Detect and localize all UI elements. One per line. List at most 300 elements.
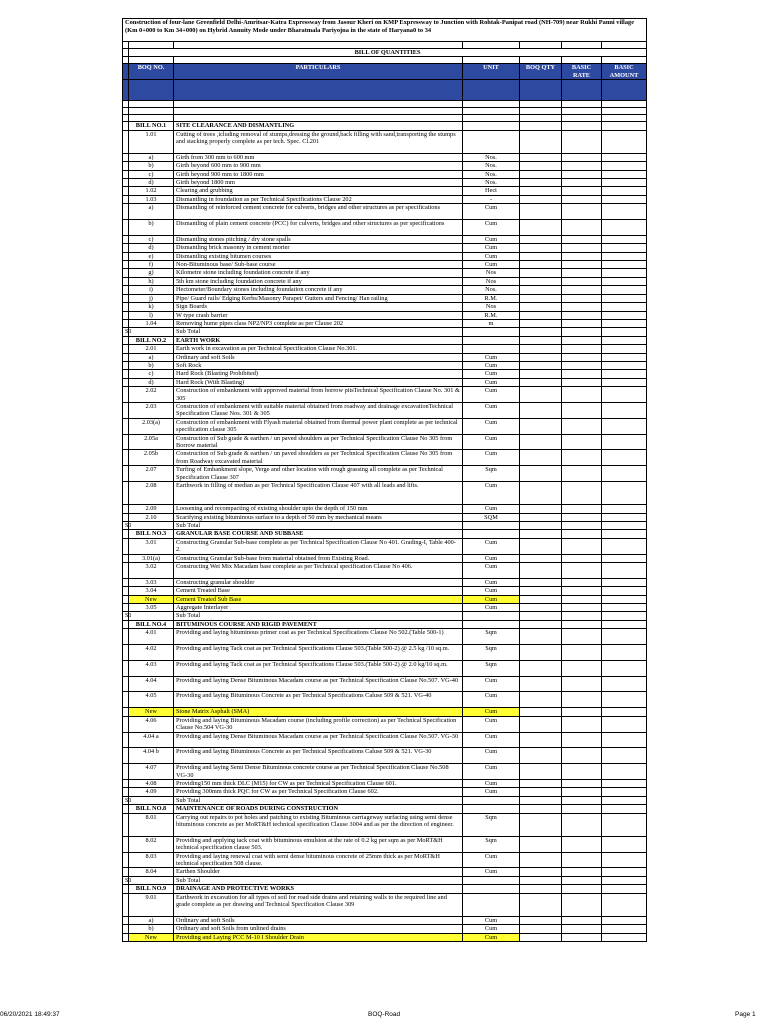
- table-row: [123, 204, 647, 220]
- boq-qty-cell: [520, 195, 562, 203]
- particulars-cell: Earth work in excavation as per Technical Specification Clause No.301.: [174, 345, 463, 353]
- boq-no-cell: f): [129, 261, 174, 269]
- table-row: [123, 916, 647, 924]
- unit-cell: Cum: [463, 933, 520, 941]
- boq-no-cell: 2.03(a): [129, 418, 174, 434]
- basic-amount-cell: [602, 286, 647, 294]
- basic-amount-cell: [602, 187, 647, 195]
- table-row: [123, 162, 647, 170]
- particulars-cell: Providing and laying Bituminous Concrete as per Technical Specifications Caluse 509 & 521. VG-40: [174, 692, 463, 708]
- basic-rate-cell: [562, 836, 602, 852]
- boq-no-cell: 3.05: [129, 604, 174, 612]
- particulars-cell: Loosening and recompacting of existing shoulder upto the depth of 150 mm: [174, 505, 463, 513]
- unit-cell: Sqm: [463, 645, 520, 661]
- boq-no-cell: 8.04: [129, 868, 174, 876]
- boq-qty-cell: [520, 336, 562, 344]
- boq-no-cell: l): [129, 311, 174, 319]
- footer-page-number: Page 1: [735, 1011, 756, 1018]
- particulars-cell: SITE CLEARANCE AND DISMANTLING: [174, 122, 463, 130]
- unit-cell: [463, 122, 520, 130]
- table-row: [123, 378, 647, 386]
- basic-amount-cell: [602, 261, 647, 269]
- boq-no-cell: 2.02: [129, 387, 174, 403]
- basic-amount-cell: [602, 269, 647, 277]
- boq-qty-cell: [520, 868, 562, 876]
- basic-rate-cell: [562, 294, 602, 302]
- table-row: [123, 261, 647, 269]
- basic-rate-cell: [562, 554, 602, 562]
- particulars-cell: Removing hume pipes class NP2/NP3 complete as per Clause 202: [174, 319, 463, 327]
- table-row: [123, 195, 647, 203]
- boq-no-cell: 4.09: [129, 788, 174, 796]
- subtotal-row: [123, 876, 647, 884]
- basic-amount-cell: [602, 563, 647, 579]
- basic-amount-cell: [602, 387, 647, 403]
- boq-qty-cell: [520, 852, 562, 868]
- basic-amount-cell: [602, 788, 647, 796]
- table-row: [123, 252, 647, 260]
- row-marker: S1: [123, 612, 129, 620]
- basic-amount-cell: [602, 629, 647, 645]
- table-row: [123, 732, 647, 748]
- unit-cell: Sqm: [463, 629, 520, 645]
- basic-amount-cell: [602, 813, 647, 836]
- table-row: [123, 244, 647, 252]
- table-row: [123, 748, 647, 764]
- unit-cell: Cum: [463, 450, 520, 466]
- particulars-cell: Constructing granular shoulder: [174, 578, 463, 586]
- basic-rate-cell: [562, 876, 602, 884]
- boq-no-cell: New: [129, 933, 174, 941]
- unit-cell: Sqm: [463, 466, 520, 482]
- header-basic-rate: BASIC RATE: [562, 64, 602, 80]
- basic-amount-cell: [602, 836, 647, 852]
- unit-cell: Nos: [463, 277, 520, 285]
- basic-amount-cell: [602, 538, 647, 554]
- boq-qty-cell: [520, 748, 562, 764]
- boq-qty-cell: [520, 434, 562, 450]
- footer-timestamp: 06/20/2021 18:49:37: [0, 1011, 60, 1018]
- unit-cell: Cum: [463, 868, 520, 876]
- basic-rate-cell: [562, 387, 602, 403]
- table-row: [123, 319, 647, 327]
- boq-title: BILL OF QUANTITIES: [129, 49, 647, 57]
- basic-rate-cell: [562, 195, 602, 203]
- basic-rate-cell: [562, 466, 602, 482]
- boq-sheet: [122, 18, 646, 942]
- boq-qty-cell: [520, 466, 562, 482]
- particulars-cell: Earthen Shoulder: [174, 868, 463, 876]
- boq-no-cell: [129, 612, 174, 620]
- basic-rate-cell: [562, 708, 602, 716]
- particulars-cell: Dismantling existing bitumen courses: [174, 252, 463, 260]
- boq-no-cell: 4.05: [129, 692, 174, 708]
- basic-rate-cell: [562, 868, 602, 876]
- basic-amount-cell: [602, 170, 647, 178]
- boq-no-cell: 2.07: [129, 466, 174, 482]
- unit-cell: [463, 328, 520, 336]
- table-row: [123, 387, 647, 403]
- particulars-cell: Providing and applying tack coat with bituminous emulsion at the rate of 0.2 kg per sqm as per MoRT&H technical specification clause 503.: [174, 836, 463, 852]
- boq-qty-cell: [520, 130, 562, 153]
- basic-amount-cell: [602, 252, 647, 260]
- boq-qty-cell: [520, 303, 562, 311]
- unit-cell: Nos: [463, 303, 520, 311]
- basic-rate-cell: [562, 796, 602, 804]
- basic-rate-cell: [562, 345, 602, 353]
- boq-qty-cell: [520, 277, 562, 285]
- unit-cell: Cum: [463, 204, 520, 220]
- basic-rate-cell: [562, 645, 602, 661]
- basic-rate-cell: [562, 513, 602, 521]
- boq-qty-cell: [520, 660, 562, 676]
- basic-rate-cell: [562, 162, 602, 170]
- basic-rate-cell: [562, 122, 602, 130]
- particulars-cell: Sub Total: [174, 328, 463, 336]
- particulars-cell: BITUMINOUS COURSE AND RIGID PAVEMENT: [174, 620, 463, 628]
- boq-qty-cell: [520, 328, 562, 336]
- basic-rate-cell: [562, 893, 602, 916]
- table-row: [123, 604, 647, 612]
- table-row: [123, 311, 647, 319]
- boq-qty-cell: [520, 629, 562, 645]
- boq-qty-cell: [520, 204, 562, 220]
- basic-amount-cell: [602, 513, 647, 521]
- basic-amount-cell: [602, 554, 647, 562]
- basic-rate-cell: [562, 748, 602, 764]
- boq-no-cell: 3.04: [129, 587, 174, 595]
- bill-header-row: [123, 620, 647, 628]
- boq-no-cell: BILL NO.3: [129, 530, 174, 538]
- basic-amount-cell: [602, 204, 647, 220]
- particulars-cell: Dismantling brick masonry in cement morter: [174, 244, 463, 252]
- bill-header-row: [123, 805, 647, 813]
- unit-cell: -: [463, 195, 520, 203]
- unit-cell: Cum: [463, 604, 520, 612]
- particulars-cell: Constructing Granular Sub-base complete as per Technical Specification Clause No 401. Grading-I, Table 400-2.: [174, 538, 463, 554]
- basic-rate-cell: [562, 261, 602, 269]
- basic-amount-cell: [602, 876, 647, 884]
- particulars-cell: Providing and laying bituminous primer coat as per Technical Specifications Clause No 502.(Table 500-1): [174, 629, 463, 645]
- particulars-cell: Constructing Granular Sub-base from material obtained from Existing Road.: [174, 554, 463, 562]
- basic-amount-cell: [602, 676, 647, 692]
- unit-cell: Nos.: [463, 286, 520, 294]
- basic-amount-cell: [602, 378, 647, 386]
- table-row: [123, 235, 647, 243]
- table-row: [123, 450, 647, 466]
- unit-cell: SQM: [463, 513, 520, 521]
- basic-amount-cell: [602, 852, 647, 868]
- particulars-cell: Stone Matrix Asphalt (SMA): [174, 708, 463, 716]
- boq-qty-cell: [520, 612, 562, 620]
- basic-amount-cell: [602, 692, 647, 708]
- boq-qty-cell: [520, 122, 562, 130]
- basic-rate-cell: [562, 530, 602, 538]
- particulars-cell: W type crash barrier: [174, 311, 463, 319]
- header-boq-no: BOQ NO.: [129, 64, 174, 80]
- boq-no-cell: BILL NO.8: [129, 805, 174, 813]
- basic-amount-cell: [602, 450, 647, 466]
- boq-no-cell: 8.01: [129, 813, 174, 836]
- basic-rate-cell: [562, 813, 602, 836]
- boq-no-cell: c): [129, 170, 174, 178]
- boq-qty-cell: [520, 179, 562, 187]
- header-band: [123, 80, 647, 101]
- boq-qty-cell: [520, 187, 562, 195]
- basic-amount-cell: [602, 779, 647, 787]
- unit-cell: Hect: [463, 187, 520, 195]
- particulars-cell: Dismantling in foundation as per Technical Specifications Clause 202: [174, 195, 463, 203]
- basic-amount-cell: [602, 294, 647, 302]
- unit-cell: Cum: [463, 732, 520, 748]
- boq-qty-cell: [520, 676, 562, 692]
- boq-qty-cell: [520, 261, 562, 269]
- table-row: [123, 893, 647, 916]
- unit-cell: Cum: [463, 244, 520, 252]
- basic-amount-cell: [602, 805, 647, 813]
- boq-no-cell: 4.07: [129, 764, 174, 780]
- unit-cell: Cum: [463, 692, 520, 708]
- particulars-cell: Providing and laying Tack coat as per Technical Specifications Clause 503.(Table 500-2) @ 2.0 kg/10 sq.m.: [174, 660, 463, 676]
- boq-qty-cell: [520, 716, 562, 732]
- boq-qty-cell: [520, 645, 562, 661]
- table-row: [123, 303, 647, 311]
- basic-rate-cell: [562, 578, 602, 586]
- boq-qty-cell: [520, 402, 562, 418]
- particulars-cell: Pipe/ Guard rails/ Edging Kerbs/Masonry Parapet/ Gutters and Fencing/ Han railing: [174, 294, 463, 302]
- unit-cell: Cum: [463, 578, 520, 586]
- boq-qty-cell: [520, 587, 562, 595]
- boq-no-cell: 3.03: [129, 578, 174, 586]
- boq-qty-cell: [520, 692, 562, 708]
- basic-rate-cell: [562, 370, 602, 378]
- table-row: [123, 538, 647, 554]
- basic-amount-cell: [602, 122, 647, 130]
- basic-rate-cell: [562, 130, 602, 153]
- particulars-cell: Construction of embankment with suitable material obtained from roadway and drainage excavationTechnical Specification Clause Nos. 301 & 305: [174, 402, 463, 418]
- boq-qty-cell: [520, 294, 562, 302]
- particulars-cell: Sub Total: [174, 876, 463, 884]
- boq-no-cell: 3.01: [129, 538, 174, 554]
- boq-qty-cell: [520, 269, 562, 277]
- particulars-cell: Providing 300mm thick PQC for CW as per Technical Specification Clause 602.: [174, 788, 463, 796]
- basic-amount-cell: [602, 195, 647, 203]
- basic-amount-cell: [602, 604, 647, 612]
- basic-amount-cell: [602, 893, 647, 916]
- table-row: [123, 692, 647, 708]
- table-row: [123, 353, 647, 361]
- boq-no-cell: i): [129, 286, 174, 294]
- particulars-cell: Providing and laying Dense Bituminous Macadam course as per Technical Specification Clause No.507. VG-30: [174, 732, 463, 748]
- unit-cell: m: [463, 319, 520, 327]
- basic-rate-cell: [562, 277, 602, 285]
- table-row: [123, 595, 647, 603]
- table-row: [123, 179, 647, 187]
- boq-no-cell: c): [129, 235, 174, 243]
- basic-amount-cell: [602, 153, 647, 161]
- basic-amount-cell: [602, 370, 647, 378]
- basic-amount-cell: [602, 303, 647, 311]
- table-row: [123, 418, 647, 434]
- boq-qty-cell: [520, 876, 562, 884]
- basic-amount-cell: [602, 235, 647, 243]
- basic-rate-cell: [562, 336, 602, 344]
- unit-cell: [463, 612, 520, 620]
- particulars-cell: GRANULAR BASE COURSE AND SUBBASE: [174, 530, 463, 538]
- particulars-cell: Providing150 mm thick DLC (M15) for CW as per Technical Specification Clause 601.: [174, 779, 463, 787]
- particulars-cell: Girth beyond 900 mm to 1800 mm: [174, 170, 463, 178]
- boq-no-cell: j): [129, 294, 174, 302]
- table-row: [123, 660, 647, 676]
- boq-no-cell: [129, 796, 174, 804]
- unit-cell: Nos: [463, 269, 520, 277]
- boq-qty-cell: [520, 170, 562, 178]
- bill-header-row: [123, 530, 647, 538]
- boq-no-cell: [129, 876, 174, 884]
- header-particulars: PARTICULARS: [174, 64, 463, 80]
- boq-no-cell: 8.02: [129, 836, 174, 852]
- boq-qty-cell: [520, 220, 562, 236]
- boq-no-cell: b): [129, 162, 174, 170]
- boq-no-cell: 2.08: [129, 482, 174, 505]
- particulars-cell: Providing and laying Semi Dense Bituminous concrete course as per Technical Specification Clause No.508 VG-30: [174, 764, 463, 780]
- unit-cell: Cum: [463, 418, 520, 434]
- particulars-cell: Turfing of Embankment slope, Verge and other location with rough grassing all complete as per Technical Specification Clause 307: [174, 466, 463, 482]
- unit-cell: Cum: [463, 788, 520, 796]
- boq-qty-cell: [520, 595, 562, 603]
- table-row: [123, 170, 647, 178]
- basic-rate-cell: [562, 252, 602, 260]
- table-row: [123, 286, 647, 294]
- particulars-cell: Ordinary and soft Soils from unlined drains: [174, 925, 463, 933]
- basic-rate-cell: [562, 319, 602, 327]
- unit-cell: [463, 620, 520, 628]
- particulars-cell: Scarifying existing bituminous surface to a depth of 50 mm by mechanical means: [174, 513, 463, 521]
- table-row: [123, 434, 647, 450]
- particulars-cell: Dismantling of reinforced cement concrete for culverts, bridges and other structures as per specifications: [174, 204, 463, 220]
- table-row: [123, 852, 647, 868]
- boq-no-cell: 2.03: [129, 402, 174, 418]
- basic-amount-cell: [602, 933, 647, 941]
- basic-rate-cell: [562, 764, 602, 780]
- boq-qty-cell: [520, 788, 562, 796]
- basic-rate-cell: [562, 235, 602, 243]
- table-row: [123, 764, 647, 780]
- boq-table: [122, 18, 647, 942]
- boq-no-cell: 1.02: [129, 187, 174, 195]
- particulars-cell: Sub Total: [174, 612, 463, 620]
- unit-cell: Cum: [463, 595, 520, 603]
- row-marker: S1: [123, 796, 129, 804]
- boq-qty-cell: [520, 505, 562, 513]
- boq-no-cell: b): [129, 925, 174, 933]
- basic-rate-cell: [562, 779, 602, 787]
- unit-cell: R.M.: [463, 311, 520, 319]
- boq-no-cell: d): [129, 378, 174, 386]
- basic-rate-cell: [562, 676, 602, 692]
- boq-qty-cell: [520, 370, 562, 378]
- particulars-cell: Hard Rock (With Blasting): [174, 378, 463, 386]
- table-row: [123, 269, 647, 277]
- boq-no-cell: 2.05b: [129, 450, 174, 466]
- unit-cell: Cum: [463, 916, 520, 924]
- unit-cell: [463, 336, 520, 344]
- boq-qty-cell: [520, 836, 562, 852]
- basic-amount-cell: [602, 578, 647, 586]
- boq-qty-cell: [520, 893, 562, 916]
- table-row: [123, 402, 647, 418]
- subtotal-row: [123, 796, 647, 804]
- basic-amount-cell: [602, 885, 647, 893]
- basic-amount-cell: [602, 522, 647, 530]
- boq-qty-cell: [520, 620, 562, 628]
- header-unit: UNIT: [463, 64, 520, 80]
- boq-no-cell: [129, 328, 174, 336]
- table-row: [123, 466, 647, 482]
- unit-cell: Cum: [463, 563, 520, 579]
- table-row: [123, 361, 647, 369]
- boq-no-cell: b): [129, 220, 174, 236]
- table-row: [123, 716, 647, 732]
- unit-cell: Cum: [463, 716, 520, 732]
- unit-cell: Cum: [463, 764, 520, 780]
- unit-cell: [463, 522, 520, 530]
- particulars-cell: Earthwork in filling of median as per Technical Specification Clause 407 with all leads and lifts.: [174, 482, 463, 505]
- unit-cell: Cum: [463, 708, 520, 716]
- unit-cell: Nos.: [463, 153, 520, 161]
- basic-rate-cell: [562, 286, 602, 294]
- basic-rate-cell: [562, 587, 602, 595]
- particulars-cell: Construction of embankment with Flyash material obtained from thermal power plant complete as per technical specification clause 305: [174, 418, 463, 434]
- basic-rate-cell: [562, 788, 602, 796]
- basic-amount-cell: [602, 336, 647, 344]
- boq-qty-cell: [520, 353, 562, 361]
- unit-cell: Cum: [463, 676, 520, 692]
- table-row: [123, 587, 647, 595]
- particulars-cell: Kilometre stone including foundation concrete if any: [174, 269, 463, 277]
- particulars-cell: Construction of Sub grade & earthen / un paved shoulders as per Technical Specification Clause No 305 from Borrow material: [174, 434, 463, 450]
- table-row: [123, 645, 647, 661]
- boq-qty-cell: [520, 252, 562, 260]
- boq-qty-cell: [520, 530, 562, 538]
- table-row: [123, 294, 647, 302]
- particulars-cell: Providing and laying Dense Bituminous Macadam course as per Technical Specification Clause No.507. VG-40: [174, 676, 463, 692]
- basic-rate-cell: [562, 434, 602, 450]
- unit-cell: Cum: [463, 748, 520, 764]
- basic-amount-cell: [602, 345, 647, 353]
- basic-rate-cell: [562, 925, 602, 933]
- boq-qty-cell: [520, 604, 562, 612]
- unit-cell: Cum: [463, 587, 520, 595]
- particulars-cell: Providing and laying renewal coat with semi dense bituminous concrete of 25mm thick as per MoRT&H technical specification 508 clause.: [174, 852, 463, 868]
- footer-sheet-name: BOQ-Road: [368, 1011, 401, 1018]
- basic-amount-cell: [602, 418, 647, 434]
- table-row: [123, 836, 647, 852]
- boq-qty-cell: [520, 563, 562, 579]
- table-row: [123, 505, 647, 513]
- basic-rate-cell: [562, 563, 602, 579]
- unit-cell: Cum: [463, 220, 520, 236]
- basic-rate-cell: [562, 660, 602, 676]
- table-row: [123, 779, 647, 787]
- boq-qty-cell: [520, 916, 562, 924]
- table-row: [123, 629, 647, 645]
- row-marker: S1: [123, 328, 129, 336]
- boq-no-cell: a): [129, 353, 174, 361]
- header-row: [123, 64, 647, 80]
- table-row: [123, 220, 647, 236]
- table-row: [123, 578, 647, 586]
